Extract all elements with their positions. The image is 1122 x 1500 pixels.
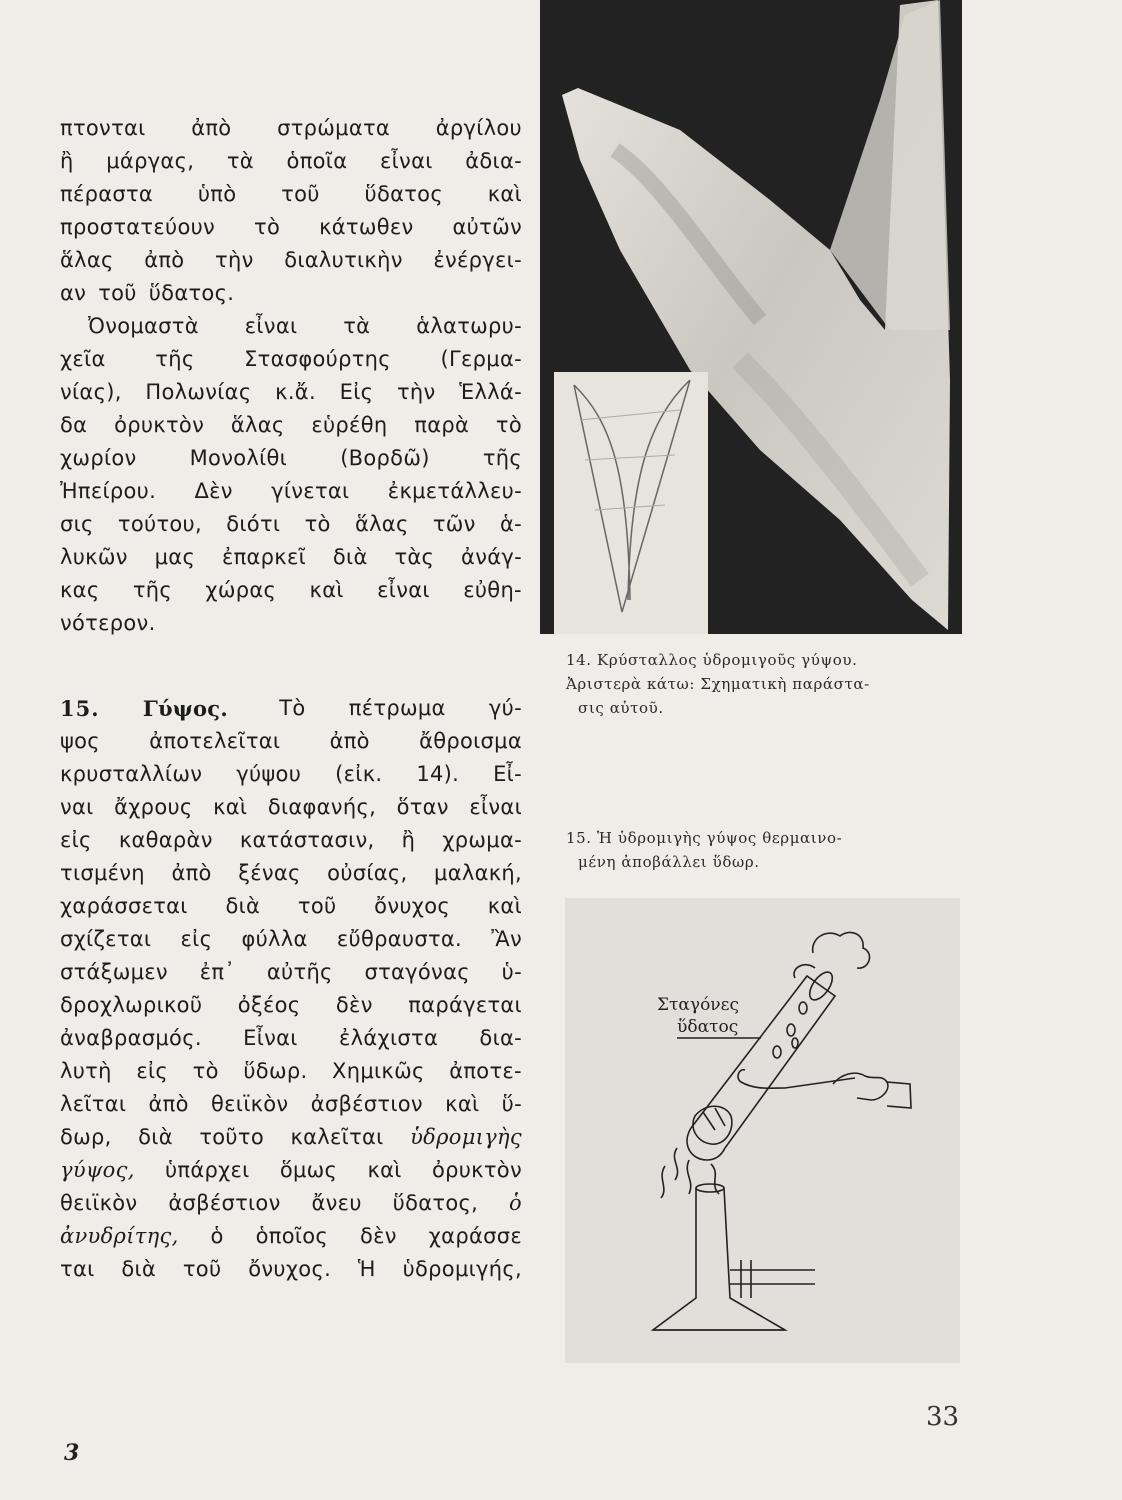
text-line — [60, 1154, 522, 1187]
word: ἐκμετάλλευ- — [387, 479, 522, 503]
word: ὀρυκτὸν — [114, 413, 205, 437]
paragraph-1 — [60, 112, 522, 310]
word: τὴν — [215, 248, 254, 272]
word: ἄχρους — [114, 795, 193, 819]
word: παράγεται — [408, 993, 522, 1017]
word: ξένας — [238, 861, 301, 885]
word: ὑδρομιγής, — [402, 1257, 522, 1281]
word: ὑ- — [501, 960, 522, 984]
word: κρυσταλλίων — [60, 762, 203, 786]
word: χαράσσε — [428, 1224, 522, 1248]
text-line — [60, 508, 522, 541]
word: θειϊκὸν — [60, 1191, 138, 1215]
word: δροχλωρικοῦ — [60, 993, 203, 1017]
word: ἅλας — [354, 512, 409, 536]
word: Ἑλλά- — [459, 380, 522, 404]
word: νίας), — [60, 380, 122, 404]
text-line — [60, 956, 522, 989]
word: ὅμως — [279, 1158, 338, 1182]
word: λεῖται — [60, 1092, 127, 1116]
word: καὶ — [213, 795, 248, 819]
word: διαφανής, — [267, 795, 377, 819]
word: Χημικῶς — [332, 1059, 425, 1083]
word: ὕδατος. — [148, 281, 235, 305]
word: μαλακή, — [434, 861, 522, 885]
word: στρώματα — [277, 116, 391, 140]
word: Ἡ — [357, 1257, 376, 1281]
word: δὲν — [335, 993, 373, 1017]
word: θειϊκὸν — [210, 1092, 289, 1116]
word: τὸ — [495, 413, 522, 437]
word: Ὀνομαστὰ — [88, 314, 199, 338]
word: διὰ — [332, 545, 368, 569]
text-line — [60, 244, 522, 277]
word: ἅλας — [230, 413, 285, 437]
word: αὐτῆς — [266, 960, 333, 984]
word: αν — [60, 281, 87, 305]
gypsum-crystal-photo — [540, 0, 962, 634]
text-line — [60, 1220, 522, 1253]
word: ὀρυκτὸν — [431, 1158, 522, 1182]
heating-test-tube-drawing — [565, 898, 960, 1363]
text-line — [60, 145, 522, 178]
caption-line: σις αὐτοῦ. — [578, 699, 664, 717]
word: ἀπὸ — [191, 116, 232, 140]
text-line — [60, 725, 522, 758]
label-water: ὕδατος — [677, 1017, 739, 1037]
word: γύψου — [236, 762, 302, 786]
text-line — [60, 989, 522, 1022]
word: μας — [154, 545, 196, 569]
word: τῆς — [482, 446, 522, 470]
word: καὶ — [487, 182, 522, 206]
section-number: 15. — [60, 696, 100, 721]
word: εἶναι — [377, 578, 430, 602]
word: τοῦ — [281, 182, 320, 206]
word: διὰ — [138, 1125, 173, 1149]
word: σις — [60, 512, 94, 536]
word: αὐτῶν — [452, 215, 522, 239]
word: εὐθη- — [463, 578, 522, 602]
word: γίνεται — [271, 479, 350, 503]
text-line — [60, 1022, 522, 1055]
text-line — [60, 277, 522, 310]
text-line — [60, 409, 522, 442]
text-line — [60, 112, 522, 145]
word: σταγόνας — [364, 960, 470, 984]
word: κας — [60, 578, 100, 602]
word: ἀσβέστιον — [168, 1191, 281, 1215]
text-line — [60, 310, 522, 343]
word: εὑρέθη — [311, 413, 388, 437]
text-line — [60, 178, 522, 211]
word: τῆς — [155, 347, 195, 371]
word: τὰ — [343, 314, 371, 338]
word: οὐσίας, — [327, 861, 408, 885]
text-line — [60, 857, 522, 890]
word: διαλυτικὴν — [284, 248, 403, 272]
word: ὑπάρχει — [164, 1158, 250, 1182]
word: εἰς — [136, 1059, 169, 1083]
section-gap — [60, 640, 522, 692]
text-line — [60, 475, 522, 508]
word: ὁ — [210, 1224, 224, 1248]
word: ὕ- — [501, 1092, 522, 1116]
text-line — [60, 607, 522, 640]
word: ὀξέος — [237, 993, 301, 1017]
caption-line: 15. Ἡ ὑδρομιγὴς γύψος θερμαινο- — [566, 829, 843, 847]
word: ἄνευ — [311, 1191, 362, 1215]
word: κ.ἄ. — [275, 380, 316, 404]
word: ἅλας — [60, 248, 114, 272]
word: πτονται — [60, 116, 146, 140]
word: Μονολίθι — [189, 446, 288, 470]
caption-line: μένη ἀποβάλλει ὕδωρ. — [578, 853, 760, 871]
word: στάξωμεν — [60, 960, 168, 984]
word: πέτρωμα — [348, 696, 446, 720]
section-title: Γύψος. — [142, 696, 228, 721]
word: Εἶ- — [493, 762, 522, 786]
word: εὔθραυστα. — [336, 927, 463, 951]
word: λυτὴ — [60, 1059, 112, 1083]
text-line — [60, 541, 522, 574]
word: ὄνυχος — [374, 894, 451, 918]
word: ὄνυχος. — [248, 1257, 332, 1281]
word: σχίζεται — [60, 927, 152, 951]
word: εἶναι — [244, 314, 298, 338]
word: ἐλάχιστα — [339, 1026, 439, 1050]
word: εἰς — [60, 828, 92, 852]
label-drops: Σταγόνες — [657, 995, 739, 1015]
text-line — [60, 890, 522, 923]
word: ἀπὸ — [171, 861, 212, 885]
word: κατάστασιν, — [239, 828, 375, 852]
word: λυκῶν — [60, 545, 128, 569]
word: ται — [60, 1257, 95, 1281]
word: καὶ — [487, 894, 522, 918]
text-line — [60, 574, 522, 607]
figure-14-caption — [566, 648, 870, 720]
word: τοῦτο — [199, 1125, 264, 1149]
word: δα — [60, 413, 88, 437]
word: Στασφούρτης — [244, 347, 391, 371]
word: μάργας, — [106, 149, 195, 173]
word: ὁποῖα — [286, 149, 348, 173]
word: (Γερμα- — [440, 347, 522, 371]
word: τοῦ — [98, 281, 137, 305]
word: χωρίον — [60, 446, 137, 470]
word: (εἰκ. — [335, 762, 383, 786]
word: ἀνάγ- — [461, 545, 522, 569]
word: τισμένη — [60, 861, 145, 885]
text-line — [60, 791, 522, 824]
word: 14). — [416, 762, 460, 786]
word: εἶναι — [379, 149, 433, 173]
word: ἢ — [60, 149, 74, 173]
text-line — [60, 758, 522, 791]
word: χεῖα — [60, 347, 106, 371]
word: εἶναι — [469, 795, 522, 819]
word: τὸ — [304, 512, 331, 536]
word: ὅταν — [396, 795, 449, 819]
signature-mark: 3 — [64, 1440, 80, 1466]
word: ἀπὸ — [144, 248, 185, 272]
word: καλεῖται — [290, 1125, 384, 1149]
text-line — [60, 211, 522, 244]
word: δια- — [479, 1026, 522, 1050]
text-line — [60, 824, 522, 857]
word: καὶ — [309, 578, 344, 602]
word: χώρας — [205, 578, 277, 602]
word: γύ- — [488, 696, 522, 720]
word: ναι — [60, 795, 94, 819]
text-line — [60, 1121, 522, 1154]
text-line — [60, 1055, 522, 1088]
word: τὰ — [226, 149, 254, 173]
word: ἀργίλου — [435, 116, 522, 140]
text-line — [60, 343, 522, 376]
word: ὑπὸ — [197, 182, 237, 206]
caption-line: Ἀριστερὰ κάτω: Σχηματικὴ παράστα- — [566, 675, 870, 693]
word: Εἶναι — [243, 1026, 298, 1050]
paragraph-3 — [60, 725, 522, 1121]
word: τοῦ — [297, 894, 337, 918]
word: καθαρὰν — [118, 828, 213, 852]
word: κάτωθεν — [319, 215, 414, 239]
word: ἀπὸ — [329, 729, 370, 753]
term-hydromiges: ὑδρομιγὴς — [410, 1125, 522, 1149]
text-line — [60, 1253, 522, 1286]
paragraph-2 — [60, 310, 522, 640]
word: προστατεύουν — [60, 215, 216, 239]
term-gypsos: γύψος, — [60, 1158, 135, 1182]
word: Ἂν — [491, 927, 522, 951]
word: διὰ — [121, 1257, 157, 1281]
caption-line: 14. Κρύσταλλος ὑδρομιγοῦς γύψου. — [566, 651, 858, 669]
word: ἢ — [401, 828, 416, 852]
word: Τὸ — [279, 696, 306, 720]
crystal-photo-graphic — [540, 0, 962, 634]
text-column — [60, 112, 522, 1286]
word: τὸ — [254, 215, 281, 239]
word: ἐπαρκεῖ — [221, 545, 307, 569]
test-tube-illustration — [565, 898, 960, 1363]
word: Ἠπείρου. — [60, 479, 157, 503]
word: Εἰς — [339, 380, 374, 404]
word: τὰς — [394, 545, 435, 569]
word: ἁ- — [499, 512, 522, 536]
word: ἀσβέστιον — [310, 1092, 423, 1116]
word: καὶ — [445, 1092, 480, 1116]
word: πέραστα — [60, 182, 154, 206]
word: τῆς — [132, 578, 173, 602]
word: ἐπ᾽ — [199, 960, 236, 984]
figure-15-caption — [566, 826, 842, 874]
word: ἄθροισμα — [419, 729, 522, 753]
word: ἀποτε- — [449, 1059, 522, 1083]
word: χαράσσεται — [60, 894, 188, 918]
term-anhydrite: ἀνυδρίτης, — [60, 1224, 179, 1248]
term-article: ὁ — [509, 1191, 522, 1215]
word: διὰ — [225, 894, 261, 918]
word: διότι — [226, 512, 281, 536]
word: τούτου, — [117, 512, 202, 536]
word: ψος — [60, 729, 100, 753]
word: ἐνέργει- — [433, 248, 522, 272]
word: τὸ — [192, 1059, 219, 1083]
section-heading-line — [60, 692, 522, 725]
word: τοῦ — [182, 1257, 222, 1281]
word: καὶ — [367, 1158, 402, 1182]
text-line — [60, 442, 522, 475]
word: ὕδωρ. — [243, 1059, 308, 1083]
word: ἀναβρασμός. — [60, 1026, 202, 1050]
word: ἁλατωρυ- — [416, 314, 522, 338]
text-line — [60, 1088, 522, 1121]
word: (Βορδῶ) — [340, 446, 430, 470]
word: ὁποῖος — [255, 1224, 329, 1248]
word: νότερον. — [60, 611, 156, 635]
word: ἀπὸ — [148, 1092, 189, 1116]
word: τὴν — [396, 380, 436, 404]
word: ἀποτελεῖται — [149, 729, 281, 753]
page-number: 33 — [926, 1402, 960, 1432]
word: παρὰ — [414, 413, 470, 437]
word: ὕδατος — [364, 182, 443, 206]
text-line — [60, 1187, 522, 1220]
word: χρωμα- — [442, 828, 522, 852]
word: εἰς — [180, 927, 213, 951]
word: Πολωνίας — [145, 380, 252, 404]
text-line — [60, 376, 522, 409]
word: ὕδατος, — [392, 1191, 479, 1215]
word: τῶν — [432, 512, 476, 536]
word: φύλλα — [241, 927, 308, 951]
word: Δὲν — [194, 479, 233, 503]
word: δωρ, — [60, 1125, 112, 1149]
word: ἀδια- — [465, 149, 522, 173]
word: δὲν — [359, 1224, 397, 1248]
text-line — [60, 923, 522, 956]
